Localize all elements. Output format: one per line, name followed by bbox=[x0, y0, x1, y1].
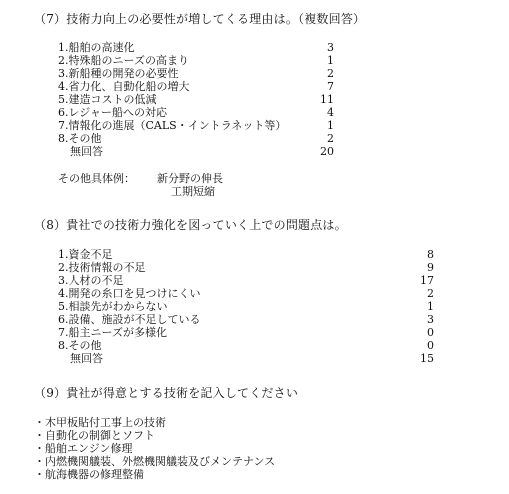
q7-item-count: 4 bbox=[327, 106, 334, 119]
q8-item-count: 9 bbox=[427, 261, 434, 274]
q7-item-label: 8.その他 bbox=[58, 132, 102, 145]
q8-item-label: 4.開発の糸口を見つけにくい bbox=[58, 287, 201, 300]
q7-item-count: 1 bbox=[327, 54, 334, 67]
q7-item-label: 4.省力化、自動化船の増大 bbox=[58, 80, 190, 93]
q8-item-label: 7.船主ニーズが多様化 bbox=[58, 326, 167, 339]
q8-item-label: 1.資金不足 bbox=[58, 248, 113, 261]
q8-item-label: 5.相談先がわからない bbox=[58, 300, 168, 313]
q7-title: （7）技術力向上の必要性が増してくる理由は。（複数回答） bbox=[34, 12, 366, 26]
q7-item-count: 11 bbox=[320, 93, 334, 106]
q8-item-count: 15 bbox=[420, 352, 434, 365]
q7-item-label: 6.レジャー船への対応 bbox=[58, 106, 167, 119]
q8-item-label: 無回答 bbox=[70, 352, 103, 365]
q8-item-label: 2.技術情報の不足 bbox=[58, 261, 146, 274]
q8-item-label: 6.設備、施設が不足している bbox=[58, 313, 201, 326]
q8-item-count: 8 bbox=[427, 248, 434, 261]
q8-item-count: 2 bbox=[427, 287, 434, 300]
q8-item-count: 0 bbox=[427, 326, 434, 339]
q7-item-count: 1 bbox=[327, 119, 334, 132]
q7-item-label: 5.建造コストの低減 bbox=[58, 93, 157, 106]
q7-item-label: 2.特殊船のニーズの高まり bbox=[58, 54, 189, 67]
q8-item-count: 1 bbox=[427, 300, 434, 313]
q7-item-count: 7 bbox=[327, 80, 334, 93]
q7-item-count: 3 bbox=[327, 41, 334, 54]
q7-item-label: 1.船舶の高速化 bbox=[58, 41, 135, 54]
q8-item-label: 3.人材の不足 bbox=[58, 274, 124, 287]
list-item: ・木甲板貼付工事上の技術 bbox=[34, 416, 166, 429]
q9-title: （9）貴社が得意とする技術を記入してください bbox=[34, 386, 299, 400]
q8-title: （8）貴社での技術力強化を図っていく上での問題点は。 bbox=[34, 218, 347, 232]
list-item: ・航海機器の修理整備 bbox=[34, 468, 144, 481]
q8-item-label: 8.その他 bbox=[58, 339, 102, 352]
list-item: ・船舶エンジン修理 bbox=[34, 442, 133, 455]
q7-item-label: 無回答 bbox=[70, 145, 103, 158]
q7-other-label: その他具体例： bbox=[58, 172, 135, 185]
q7-other-example: 新分野の伸長 bbox=[157, 172, 223, 185]
q8-item-count: 3 bbox=[427, 313, 434, 326]
q7-other-example: 工期短縮 bbox=[171, 185, 215, 198]
list-item: ・自動化の制御とソフト bbox=[34, 429, 155, 442]
q7-item-count: 20 bbox=[320, 145, 334, 158]
q7-item-label: 3.新船種の開発の必要性 bbox=[58, 67, 179, 80]
q8-item-count: 17 bbox=[420, 274, 434, 287]
q7-item-count: 2 bbox=[327, 67, 334, 80]
q8-item-count: 0 bbox=[427, 339, 434, 352]
q7-item-label: 7.情報化の進展（CALS・イントラネット等） bbox=[58, 119, 287, 132]
q7-item-count: 2 bbox=[327, 132, 334, 145]
list-item: ・内燃機関艤装、外燃機関艤装及びメンテナンス bbox=[34, 455, 276, 468]
